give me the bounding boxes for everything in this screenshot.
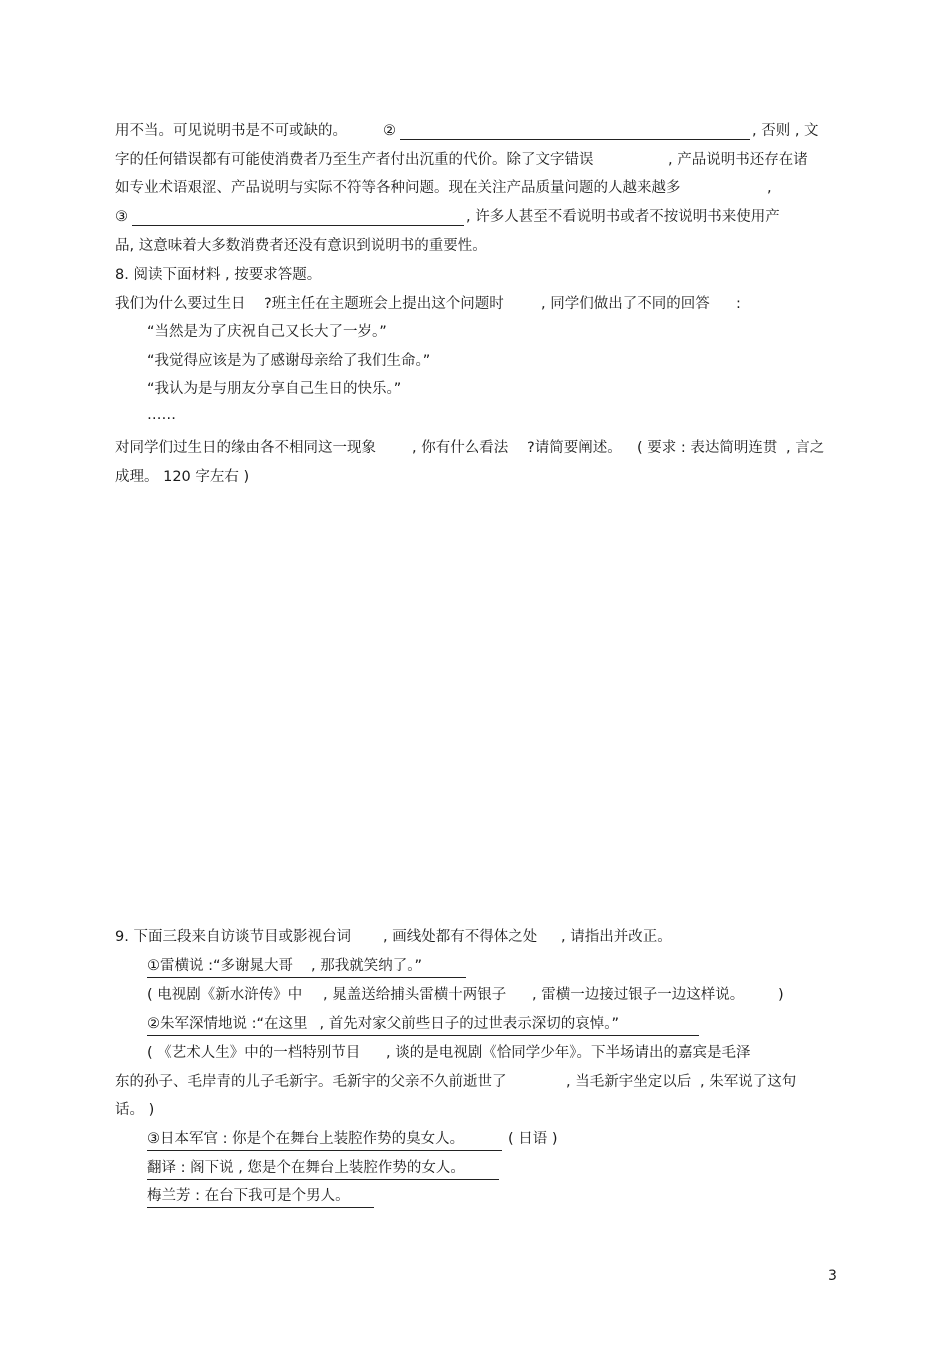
- question-9-title: 9. 下面三段来自访谈节目或影视台词: [115, 929, 351, 945]
- text-line: 如专业术语艰涩、产品说明与实际不符等各种问题。现在关注产品质量问题的人越来越多: [115, 180, 681, 196]
- text-line: , 产品说明书还存在诸: [668, 152, 808, 168]
- context-line: , 雷横一边接过银子一边这样说。: [532, 987, 745, 1003]
- context-line: , 当毛新宇坐定以后: [566, 1074, 692, 1090]
- text-line: , 许多人甚至不看说明书或者不按说明书来使用产: [466, 209, 780, 225]
- text-line: 我们为什么要过生日: [115, 296, 246, 312]
- context-line: , 谈的是电视剧《恰同学少年》。下半场请出的嘉宾是毛泽: [386, 1045, 751, 1061]
- text-line: 成理。 120 字左右 ): [115, 469, 250, 485]
- ellipsis: ……: [147, 407, 176, 423]
- blank-marker: ③: [115, 209, 128, 225]
- text-line: , 言之: [786, 440, 825, 456]
- blank-marker: ②: [383, 123, 396, 139]
- text-line: 字的任何错误都有可能使消费者乃至生产者付出沉重的代价。除了文字错误: [115, 152, 594, 168]
- underlined-sentence-2: ②朱军深情地说 :“在这里 , 首先对家父前些日子的过世表示深切的哀悼。”: [147, 1014, 699, 1036]
- text-line: 用不当。可见说明书是不可或缺的。: [115, 123, 347, 139]
- context-line: 话。 ): [115, 1102, 155, 1118]
- underlined-sentence-1: ①雷横说 :“多谢晁大哥 , 那我就笑纳了。”: [147, 956, 466, 978]
- text-line: , 否则 , 文: [752, 123, 819, 139]
- text-line: ,: [767, 180, 772, 196]
- quote-line: “我认为是与朋友分享自己生日的快乐。”: [147, 381, 402, 397]
- question-8-title: 8. 阅读下面材料 , 按要求答题。: [115, 267, 322, 283]
- text-line: , 你有什么看法: [412, 440, 509, 456]
- text-line: ?请简要阐述。: [527, 440, 622, 456]
- text-line: , 同学们做出了不同的回答: [541, 296, 710, 312]
- underlined-sentence-5: 梅兰芳 : 在台下我可是个男人。: [147, 1186, 374, 1208]
- text-line: , 画线处都有不得体之处: [383, 929, 538, 945]
- quote-line: “当然是为了庆祝自己又长大了一岁。”: [147, 324, 387, 340]
- text-line: , 请指出并改正。: [561, 929, 672, 945]
- text-line: ( 要求 : 表达简明连贯: [637, 440, 778, 456]
- context-line: 东的孙子、毛岸青的儿子毛新宇。毛新宇的父亲不久前逝世了: [115, 1074, 507, 1090]
- context-line: ): [778, 987, 784, 1003]
- answer-blank-3[interactable]: [132, 225, 464, 226]
- context-line: ( 电视剧《新水浒传》中: [147, 987, 303, 1003]
- language-note: ( 日语 ): [508, 1131, 558, 1147]
- underlined-sentence-3: ③日本军官 : 你是个在舞台上装腔作势的臭女人。: [147, 1129, 502, 1151]
- text-line: :: [736, 296, 741, 312]
- underlined-sentence-4: 翻译 : 阁下说 , 您是个在舞台上装腔作势的女人。: [147, 1158, 499, 1180]
- context-line: ( 《艺术人生》中的一档特别节目: [147, 1045, 361, 1061]
- context-line: , 朱军说了这句: [700, 1074, 797, 1090]
- text-line: ?班主任在主题班会上提出这个问题时: [264, 296, 504, 312]
- text-line: 对同学们过生日的缘由各不相同这一现象: [115, 440, 376, 456]
- context-line: , 晁盖送给捕头雷横十两银子: [323, 987, 507, 1003]
- quote-line: “我觉得应该是为了感谢母亲给了我们生命。”: [147, 353, 431, 369]
- answer-blank-2[interactable]: [400, 139, 750, 140]
- page-number: 3: [828, 1268, 837, 1284]
- text-line: 品, 这意味着大多数消费者还没有意识到说明书的重要性。: [115, 238, 487, 254]
